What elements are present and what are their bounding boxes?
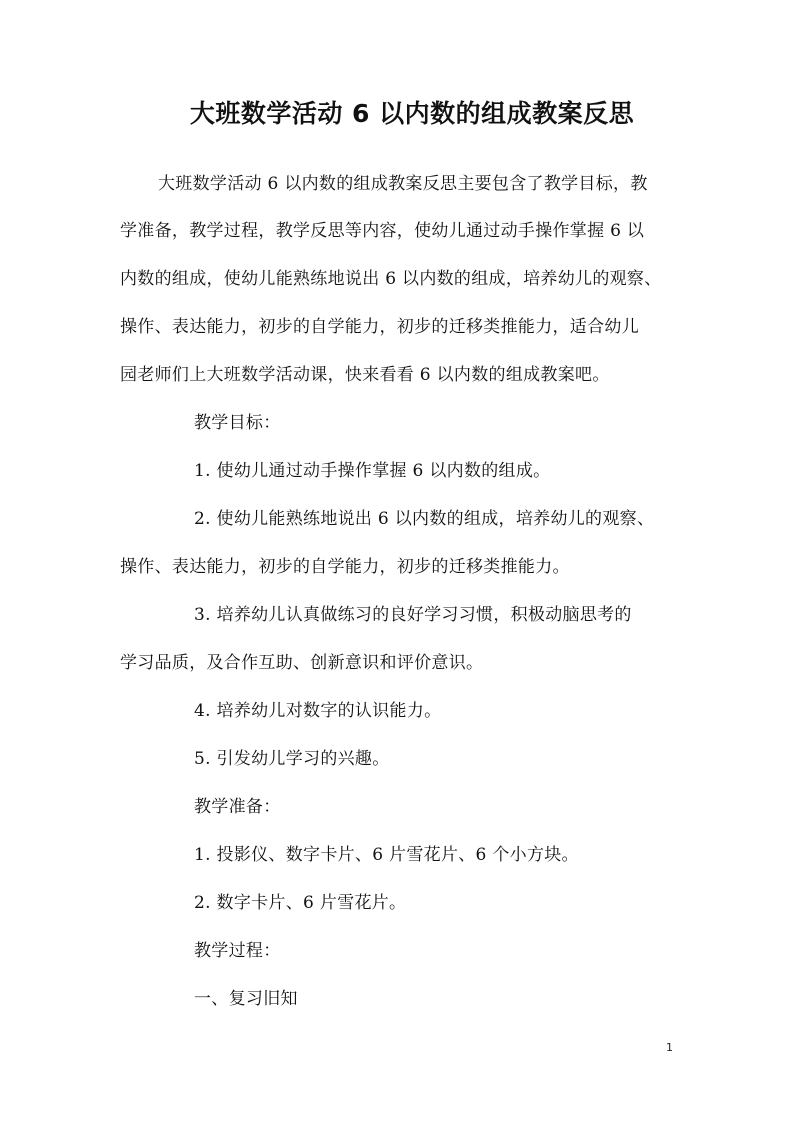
goal-item-2-line-2: 操作、表达能力，初步的自学能力，初步的迁移类推能力。 [120,557,570,577]
intro-line-5: 园老师们上大班数学活动课，快来看看 6 以内数的组成教案吧。 [120,365,610,385]
page-number: 1 [666,1041,673,1054]
intro-line-3: 内数的组成，使幼儿能熟练地说出 6 以内数的组成，培养幼儿的观察、 [120,269,662,289]
prep-heading: 教学准备： [194,797,281,817]
goal-item-3-line-2: 学习品质，及合作互助、创新意识和评价意识。 [120,653,484,673]
section-heading-1: 一、复习旧知 [194,989,298,1009]
prep-item-1: 1. 投影仪、数字卡片、6 片雪花片、6 个小方块。 [194,845,579,865]
intro-line-1: 大班数学活动 6 以内数的组成教案反思主要包含了教学目标，教 [158,174,648,194]
goals-heading: 教学目标： [194,413,281,433]
goal-item-2-line-1: 2. 使幼儿能熟练地说出 6 以内数的组成，培养幼儿的观察、 [194,509,655,529]
prep-item-2: 2. 数字卡片、6 片雪花片。 [194,893,407,913]
intro-line-2: 学准备，教学过程，教学反思等内容，使幼儿通过动手操作掌握 6 以 [120,221,645,241]
process-heading: 教学过程： [194,941,281,961]
goal-item-1: 1. 使幼儿通过动手操作掌握 6 以内数的组成。 [194,461,551,481]
document-title: 大班数学活动 6 以内数的组成教案反思 [189,99,635,128]
goal-item-3-line-1: 3. 培养幼儿认真做练习的良好学习习惯，积极动脑思考的 [194,605,632,625]
goal-item-4: 4. 培养幼儿对数字的认识能力。 [194,701,442,721]
intro-line-4: 操作、表达能力，初步的自学能力，初步的迁移类推能力，适合幼儿 [120,317,639,337]
goal-item-5: 5. 引发幼儿学习的兴趣。 [194,749,390,769]
